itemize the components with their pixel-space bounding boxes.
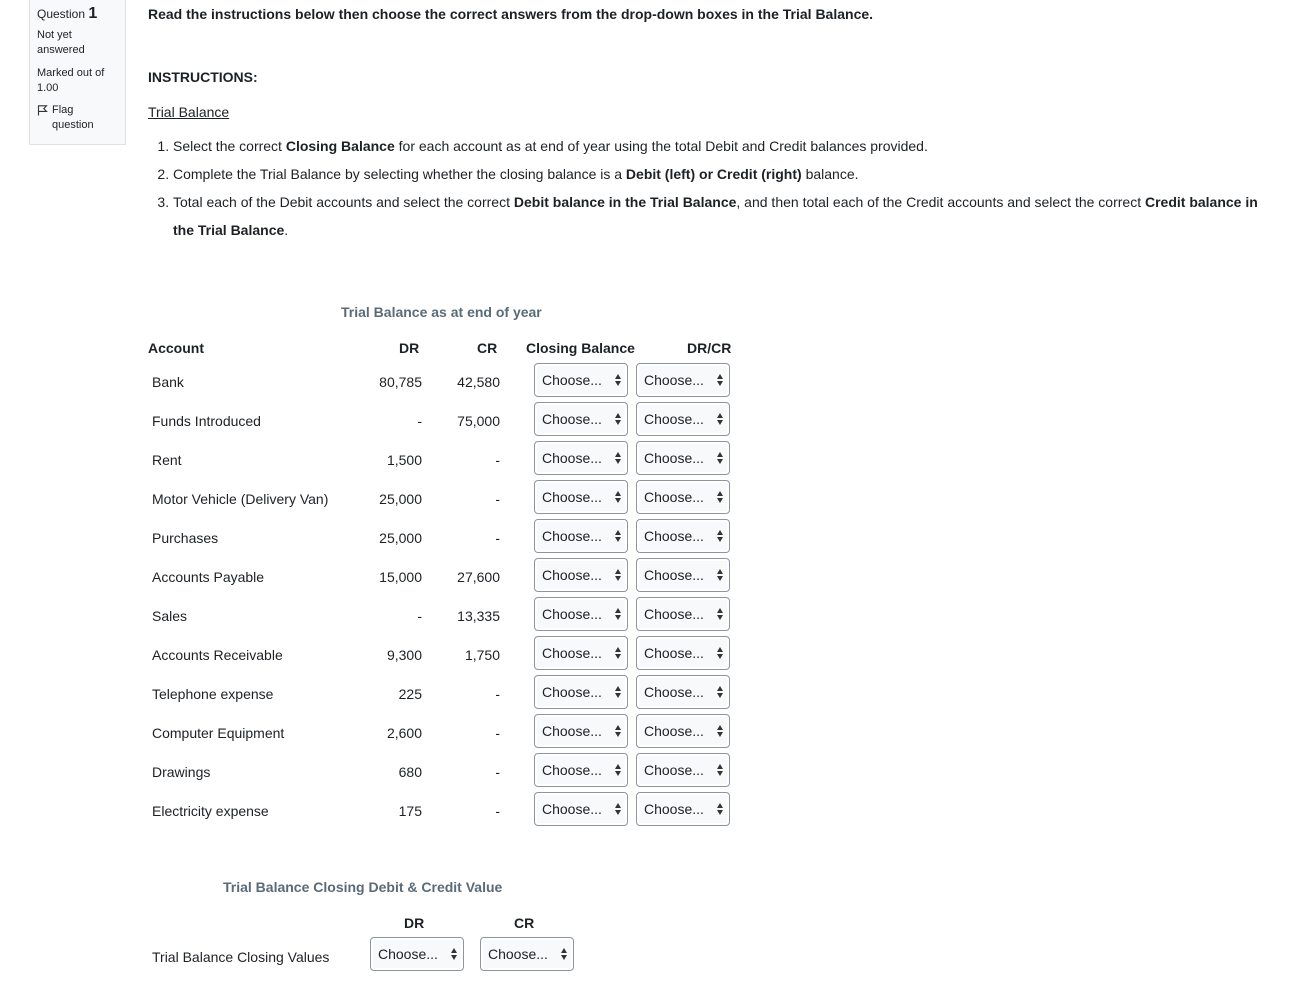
select-arrows-icon bbox=[561, 948, 567, 960]
table-caption: Trial Balance as at end of year bbox=[341, 304, 542, 320]
select-arrows-icon bbox=[615, 686, 621, 698]
dr-value: 225 bbox=[398, 686, 422, 702]
question-state: Not yet answered bbox=[37, 29, 85, 56]
closing-balance-select[interactable] bbox=[534, 480, 628, 514]
closing-balance-select[interactable] bbox=[534, 753, 628, 787]
dr-value: 80,785 bbox=[379, 374, 422, 390]
closing-balance-select-value: Choose... bbox=[542, 528, 602, 544]
instruction-step-text: balance. bbox=[801, 166, 859, 182]
instruction-step bbox=[173, 132, 1273, 160]
instruction-step-text: for each account as at end of year using the total Debit and Credit balances provided. bbox=[394, 138, 928, 154]
account-name: Computer Equipment bbox=[152, 725, 285, 741]
header-closing-balance: Closing Balance bbox=[526, 340, 635, 356]
dr-cr-select-value: Choose... bbox=[644, 801, 704, 817]
instruction-step-text: Closing Balance bbox=[285, 138, 395, 154]
dr-cr-select-value: Choose... bbox=[644, 411, 704, 427]
header-dr: DR bbox=[399, 340, 420, 356]
closing-balance-select[interactable] bbox=[534, 558, 628, 592]
cr-value: 42,580 bbox=[457, 374, 500, 390]
flag-icon bbox=[37, 105, 48, 116]
closing-balance-select[interactable] bbox=[534, 675, 628, 709]
select-arrows-icon bbox=[451, 948, 457, 960]
closing-balance-select-value: Choose... bbox=[542, 645, 602, 661]
dr-cr-select[interactable] bbox=[636, 480, 730, 514]
header-cr: CR bbox=[477, 340, 498, 356]
cr-value: - bbox=[495, 530, 500, 546]
select-arrows-icon bbox=[717, 530, 723, 542]
dr-value: 25,000 bbox=[379, 491, 422, 507]
dr-cr-select-value: Choose... bbox=[644, 606, 704, 622]
dr-value: 175 bbox=[398, 803, 422, 819]
select-arrows-icon bbox=[615, 491, 621, 503]
select-arrows-icon bbox=[717, 608, 723, 620]
closing-balance-select[interactable] bbox=[534, 441, 628, 475]
instruction-step-text: Debit balance in the Trial Balance bbox=[513, 194, 737, 210]
dr-value: - bbox=[417, 413, 422, 429]
dr-cr-select-value: Choose... bbox=[644, 372, 704, 388]
account-name: Drawings bbox=[152, 764, 211, 780]
flag-question-label: Flag question bbox=[52, 104, 94, 131]
select-arrows-icon bbox=[615, 374, 621, 386]
instruction-steps bbox=[148, 132, 1273, 244]
select-arrows-icon bbox=[615, 725, 621, 737]
trial-balance-link: Trial Balance bbox=[148, 104, 230, 120]
closing-balance-select-value: Choose... bbox=[542, 450, 602, 466]
closing-balance-select-value: Choose... bbox=[542, 606, 602, 622]
total-cr-select-value: Choose... bbox=[488, 946, 548, 962]
dr-cr-select-value: Choose... bbox=[644, 762, 704, 778]
select-arrows-icon bbox=[717, 725, 723, 737]
select-arrows-icon bbox=[717, 764, 723, 776]
closing-balance-select[interactable] bbox=[534, 519, 628, 553]
dr-cr-select-value: Choose... bbox=[644, 684, 704, 700]
instruction-step-text: Credit balance in the Trial Balance bbox=[173, 194, 1258, 238]
dr-cr-select-value: Choose... bbox=[644, 528, 704, 544]
dr-cr-select[interactable] bbox=[636, 441, 730, 475]
select-arrows-icon bbox=[615, 647, 621, 659]
account-name: Sales bbox=[152, 608, 188, 624]
select-arrows-icon bbox=[717, 491, 723, 503]
select-arrows-icon bbox=[717, 452, 723, 464]
dr-cr-select[interactable] bbox=[636, 519, 730, 553]
dr-cr-select[interactable] bbox=[636, 714, 730, 748]
dr-cr-select-value: Choose... bbox=[644, 489, 704, 505]
select-arrows-icon bbox=[615, 452, 621, 464]
account-name: Telephone expense bbox=[152, 686, 274, 702]
select-arrows-icon bbox=[717, 413, 723, 425]
select-arrows-icon bbox=[717, 374, 723, 386]
closing-balance-select[interactable] bbox=[534, 636, 628, 670]
cr-value: 75,000 bbox=[457, 413, 500, 429]
closing-balance-select[interactable] bbox=[534, 714, 628, 748]
total-dr-select[interactable] bbox=[370, 937, 464, 971]
closing-balance-select-value: Choose... bbox=[542, 372, 602, 388]
dr-cr-select-value: Choose... bbox=[644, 723, 704, 739]
question-number: Question 1 bbox=[37, 5, 98, 22]
account-name: Purchases bbox=[152, 530, 219, 546]
instruction-step-text: . bbox=[284, 222, 289, 238]
select-arrows-icon bbox=[717, 569, 723, 581]
total-cr-select[interactable] bbox=[480, 937, 574, 971]
question-info-panel bbox=[29, 0, 126, 145]
question-headline: Read the instructions below then choose the correct answers from the drop-down boxes in the Trial Balance. bbox=[148, 6, 874, 22]
account-name: Motor Vehicle (Delivery Van) bbox=[152, 491, 329, 507]
dr-cr-select-value: Choose... bbox=[644, 567, 704, 583]
dr-cr-select[interactable] bbox=[636, 558, 730, 592]
header-dr-cr: DR/CR bbox=[687, 340, 732, 356]
dr-value: 680 bbox=[398, 764, 422, 780]
closing-balance-select[interactable] bbox=[534, 402, 628, 436]
account-name: Rent bbox=[152, 452, 182, 468]
dr-cr-select[interactable] bbox=[636, 753, 730, 787]
dr-value: 15,000 bbox=[379, 569, 422, 585]
dr-cr-select-value: Choose... bbox=[644, 645, 704, 661]
account-name: Accounts Payable bbox=[152, 569, 265, 585]
cr-value: - bbox=[495, 491, 500, 507]
instruction-step-text: Complete the Trial Balance by selecting whether the closing balance is a bbox=[173, 166, 626, 182]
dr-cr-select[interactable] bbox=[636, 636, 730, 670]
instruction-step-text: , and then total each of the Credit accounts and select the correct bbox=[736, 194, 1145, 210]
dr-value: 25,000 bbox=[379, 530, 422, 546]
closing-balance-select-value: Choose... bbox=[542, 489, 602, 505]
instruction-step-text: Debit (left) or Credit (right) bbox=[625, 166, 802, 182]
instruction-step-text: Total each of the Debit accounts and select the correct bbox=[173, 194, 514, 210]
select-arrows-icon bbox=[615, 803, 621, 815]
cr-value: 1,750 bbox=[464, 647, 500, 663]
closing-balance-select-value: Choose... bbox=[542, 762, 602, 778]
closing-balance-select-value: Choose... bbox=[542, 411, 602, 427]
closing-balance-select-value: Choose... bbox=[542, 567, 602, 583]
dr-value: 2,600 bbox=[386, 725, 422, 741]
closing-balance-select[interactable] bbox=[534, 792, 628, 826]
instruction-step-text: Select the correct bbox=[173, 138, 286, 154]
dr-value: 9,300 bbox=[386, 647, 422, 663]
closing-balance-select-value: Choose... bbox=[542, 723, 602, 739]
account-name: Bank bbox=[152, 374, 184, 390]
account-name: Funds Introduced bbox=[152, 413, 261, 429]
closing-balance-select[interactable] bbox=[534, 363, 628, 397]
dr-cr-select[interactable] bbox=[636, 363, 730, 397]
totals-header-dr: DR bbox=[404, 915, 425, 931]
account-name: Electricity expense bbox=[152, 803, 269, 819]
totals-row-label: Trial Balance Closing Values bbox=[152, 949, 330, 965]
select-arrows-icon bbox=[615, 764, 621, 776]
question-grade: Marked out of 1.00 bbox=[37, 67, 105, 94]
cr-value: - bbox=[495, 803, 500, 819]
instructions-heading: INSTRUCTIONS: bbox=[148, 69, 258, 85]
instruction-step bbox=[173, 160, 1273, 188]
closing-balance-select-value: Choose... bbox=[542, 684, 602, 700]
cr-value: - bbox=[495, 725, 500, 741]
dr-value: 1,500 bbox=[386, 452, 422, 468]
cr-value: - bbox=[495, 452, 500, 468]
dr-cr-select[interactable] bbox=[636, 792, 730, 826]
cr-value: 13,335 bbox=[457, 608, 500, 624]
dr-cr-select[interactable] bbox=[636, 402, 730, 436]
select-arrows-icon bbox=[717, 647, 723, 659]
select-arrows-icon bbox=[615, 413, 621, 425]
cr-value: - bbox=[495, 764, 500, 780]
totals-header-cr: CR bbox=[514, 915, 535, 931]
select-arrows-icon bbox=[615, 569, 621, 581]
header-account: Account bbox=[148, 340, 204, 356]
instruction-step bbox=[173, 188, 1273, 244]
dr-cr-select-value: Choose... bbox=[644, 450, 704, 466]
dr-cr-select[interactable] bbox=[636, 675, 730, 709]
select-arrows-icon bbox=[615, 608, 621, 620]
select-arrows-icon bbox=[717, 686, 723, 698]
dr-cr-select[interactable] bbox=[636, 597, 730, 631]
select-arrows-icon bbox=[615, 530, 621, 542]
totals-caption: Trial Balance Closing Debit & Credit Value bbox=[223, 879, 503, 895]
cr-value: 27,600 bbox=[457, 569, 500, 585]
cr-value: - bbox=[495, 686, 500, 702]
select-arrows-icon bbox=[717, 803, 723, 815]
dr-value: - bbox=[417, 608, 422, 624]
closing-balance-select[interactable] bbox=[534, 597, 628, 631]
closing-balance-select-value: Choose... bbox=[542, 801, 602, 817]
total-dr-select-value: Choose... bbox=[378, 946, 438, 962]
account-name: Accounts Receivable bbox=[152, 647, 283, 663]
flag-question-button[interactable] bbox=[37, 103, 118, 133]
